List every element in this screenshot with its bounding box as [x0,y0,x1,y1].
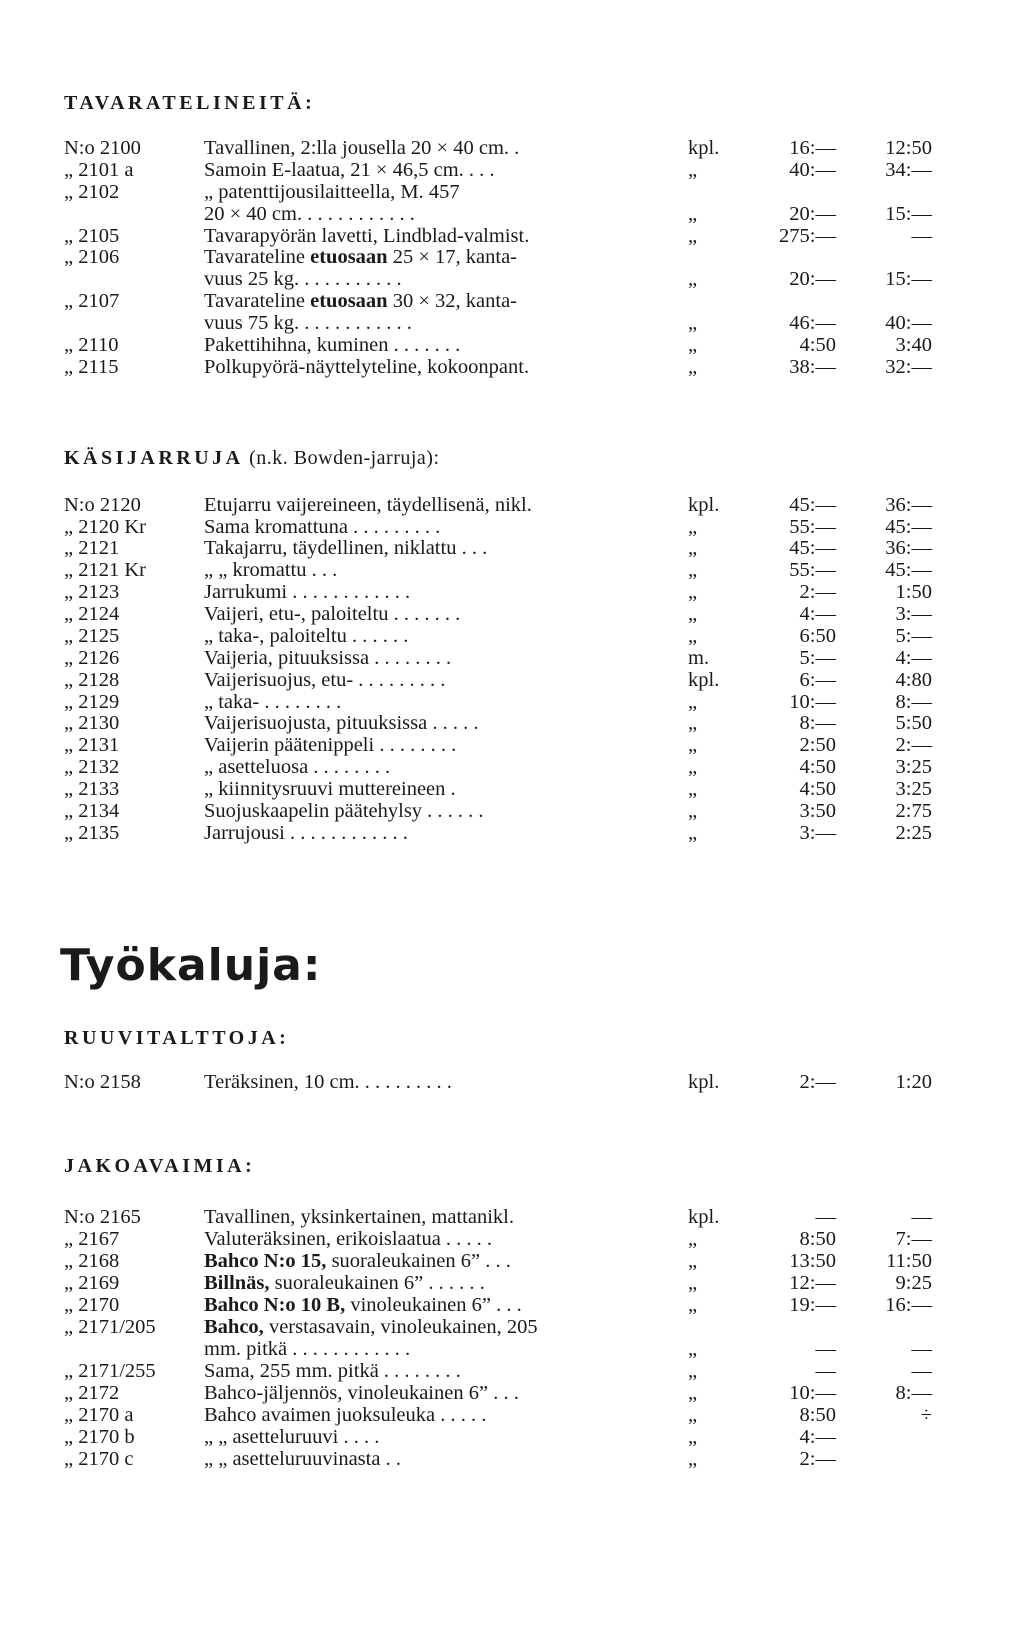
price-net: 2:75 [895,800,932,822]
item-number: „ 2169 [64,1272,120,1294]
unit-label: kpl. [688,494,720,516]
tools-title: Työkaluja: [60,940,322,991]
price-retail: 10:— [789,1382,836,1404]
item-description: Sama, 255 mm. pitkä . . . . . . . . [204,1360,461,1382]
item-number: „ 2133 [64,778,120,800]
price-retail: 13:50 [789,1250,836,1272]
price-net: 9:25 [895,1272,932,1294]
item-description: 20 × 40 cm. . . . . . . . . . . . [204,203,415,225]
item-number: „ 2170 b [64,1426,135,1448]
item-description [204,246,517,268]
item-description: Valuteräksinen, erikoislaatua . . . . . [204,1228,493,1250]
item-description: Bahco avaimen juoksuleuka . . . . . [204,1404,487,1426]
price-net: 3:25 [895,756,932,778]
item-description [204,1316,538,1338]
unit-label: „ [688,334,698,356]
bold-text: etuosaan [310,290,388,312]
price-net: 7:— [895,1228,932,1250]
catalog-row [0,559,1024,581]
price-net: 34:— [885,159,932,181]
plain-text: verstasavain, vinoleukainen, 205 [263,1316,538,1338]
price-retail: 4:— [799,603,836,625]
item-description: Tavallinen, 2:lla jousella 20 × 40 cm. . [204,137,520,159]
catalog-row [0,669,1024,691]
plain-text: 30 × 32, kanta- [387,290,517,312]
unit-label: „ [688,1294,698,1316]
catalog-row [0,691,1024,713]
price-net: 3:40 [895,334,932,356]
catalog-row [0,268,1024,290]
unit-label: „ [688,268,698,290]
unit-label: „ [688,625,698,647]
price-net: 3:25 [895,778,932,800]
item-description: Takajarru, täydellinen, niklattu . . . [204,537,488,559]
price-net: 15:— [885,203,932,225]
price-retail: 2:— [799,581,836,603]
plain-text: Tavarateline [204,246,311,268]
unit-label: „ [688,1360,698,1382]
bold-text: Bahco N:o 15, [204,1250,327,1272]
price-net: 3:— [895,603,932,625]
item-number: „ 2121 Kr [64,559,146,581]
price-retail: 5:— [799,647,836,669]
item-description: Vaijerisuojus, etu- . . . . . . . . . [204,669,446,691]
price-net: 15:— [885,268,932,290]
price-net: 45:— [885,559,932,581]
item-description: „ „ kromattu . . . [204,559,338,581]
unit-label: „ [688,1250,698,1272]
unit-label: „ [688,1448,698,1470]
plain-text: 25 × 17, kanta- [387,246,517,268]
price-retail: 38:— [789,356,836,378]
price-net: 32:— [885,356,932,378]
item-description: Pakettihihna, kuminen . . . . . . . [204,334,461,356]
section-heading [64,92,315,115]
price-net: 1:50 [895,581,932,603]
unit-label: „ [688,603,698,625]
item-number: N:o 2158 [64,1071,141,1093]
price-retail: 2:— [799,1071,836,1093]
plain-text: suoraleukainen 6” . . . . . . [269,1272,485,1294]
price-net: 36:— [885,494,932,516]
item-description: „ asetteluosa . . . . . . . . [204,756,391,778]
bold-text: Billnäs, [204,1272,270,1294]
item-number: N:o 2165 [64,1206,141,1228]
item-number: „ 2107 [64,290,120,312]
item-description: vuus 75 kg. . . . . . . . . . . . [204,312,412,334]
price-retail: 2:50 [799,734,836,756]
unit-label: „ [688,312,698,334]
price-net: 8:— [895,691,932,713]
item-description: Vaijerisuojusta, pituuksissa . . . . . [204,712,479,734]
catalog-row [0,1272,1024,1294]
price-net: 40:— [885,312,932,334]
price-net: 5:50 [895,712,932,734]
item-number: „ 2171/205 [64,1316,156,1338]
item-description: mm. pitkä . . . . . . . . . . . . [204,1338,411,1360]
price-retail: 19:— [789,1294,836,1316]
unit-label: „ [688,712,698,734]
price-net: 4:80 [895,669,932,691]
catalog-row [0,203,1024,225]
unit-label: „ [688,778,698,800]
catalog-row [0,159,1024,181]
catalog-row [0,246,1024,268]
item-number: „ 2115 [64,356,119,378]
bold-text: Bahco N:o 10 B, [204,1294,346,1316]
item-number: „ 2106 [64,246,120,268]
section-heading [64,447,440,470]
item-description: Sama kromattuna . . . . . . . . . [204,516,441,538]
plain-text: vinoleukainen 6” . . . [345,1294,522,1316]
catalog-row [0,1360,1024,1382]
price-net: 12:50 [885,137,932,159]
item-description: Tavarapyörän lavetti, Lindblad-valmist. [204,225,530,247]
unit-label: kpl. [688,1071,720,1093]
price-retail: 275:— [779,225,836,247]
item-number: „ 2170 [64,1294,120,1316]
catalog-row [0,1071,1024,1093]
catalog-row [0,1250,1024,1272]
price-retail: 12:— [789,1272,836,1294]
catalog-row [0,1382,1024,1404]
unit-label: „ [688,159,698,181]
unit-label: „ [688,356,698,378]
item-description: Bahco-jäljennös, vinoleukainen 6” . . . [204,1382,519,1404]
item-description: Tavallinen, yksinkertainen, mattanikl. [204,1206,514,1228]
catalog-row [0,734,1024,756]
section-heading-text: KÄSIJARRUJA [64,447,244,469]
catalog-row [0,581,1024,603]
item-number: „ 2129 [64,691,120,713]
price-retail: 4:50 [799,778,836,800]
catalog-row [0,800,1024,822]
price-retail: 55:— [789,559,836,581]
catalog-row [0,1404,1024,1426]
item-number: „ 2170 a [64,1404,134,1426]
item-description: Suojuskaapelin päätehylsy . . . . . . [204,800,484,822]
catalog-row [0,1448,1024,1470]
plain-text: suoraleukainen 6” . . . [326,1250,511,1272]
item-number: „ 2128 [64,669,120,691]
catalog-row [0,778,1024,800]
unit-label: kpl. [688,669,720,691]
item-description [204,1272,485,1294]
price-net: 4:— [895,647,932,669]
unit-label: m. [688,647,710,669]
section-heading-text: TAVARATELINEITÄ: [64,92,316,114]
price-retail: — [815,1338,836,1360]
price-retail: 6:— [799,669,836,691]
item-description: vuus 25 kg. . . . . . . . . . . [204,268,402,290]
catalog-row [0,712,1024,734]
catalog-row [0,290,1024,312]
catalog-row [0,537,1024,559]
price-retail: 2:— [799,1448,836,1470]
unit-label: „ [688,516,698,538]
price-net: 11:50 [886,1250,932,1272]
price-net: ÷ [920,1404,932,1426]
unit-label: „ [688,225,698,247]
item-description: „ taka-, paloiteltu . . . . . . [204,625,409,647]
item-description: Jarrukumi . . . . . . . . . . . . [204,581,411,603]
unit-label: „ [688,822,698,844]
item-description: Vaijeria, pituuksissa . . . . . . . . [204,647,452,669]
price-retail: 10:— [789,691,836,713]
price-net: — [911,1338,932,1360]
price-net: 16:— [885,1294,932,1316]
catalog-row [0,625,1024,647]
catalog-row [0,756,1024,778]
catalog-row [0,1294,1024,1316]
item-number: „ 2132 [64,756,120,778]
item-description: „ taka- . . . . . . . . [204,691,342,713]
price-net: 45:— [885,516,932,538]
price-retail: 16:— [789,137,836,159]
item-number: „ 2105 [64,225,120,247]
catalog-row [0,822,1024,844]
catalog-row [0,312,1024,334]
item-description: „ patenttijousilaitteella, M. 457 [204,181,460,203]
item-description: Vaijeri, etu-, paloiteltu . . . . . . . [204,603,461,625]
price-net: — [911,1206,932,1228]
price-net: 2:— [895,734,932,756]
item-number: N:o 2120 [64,494,141,516]
catalog-row [0,1426,1024,1448]
item-description: Vaijerin päätenippeli . . . . . . . . [204,734,457,756]
item-number: „ 2110 [64,334,119,356]
price-net: — [911,225,932,247]
unit-label: „ [688,537,698,559]
catalog-row [0,1338,1024,1360]
unit-label: „ [688,734,698,756]
catalog-row [0,1206,1024,1228]
item-number: „ 2125 [64,625,120,647]
price-retail: 4:50 [799,334,836,356]
item-number: N:o 2100 [64,137,141,159]
price-retail: 3:— [799,822,836,844]
unit-label: „ [688,1404,698,1426]
price-retail: 4:50 [799,756,836,778]
item-number: „ 2123 [64,581,120,603]
item-description: Samoin E-laatua, 21 × 46,5 cm. . . . [204,159,495,181]
catalog-row [0,334,1024,356]
price-retail: 55:— [789,516,836,538]
price-retail: 3:50 [799,800,836,822]
price-net: 8:— [895,1382,932,1404]
price-retail: 40:— [789,159,836,181]
bold-text: Bahco, [204,1316,264,1338]
catalog-row [0,137,1024,159]
plain-text: Tavarateline [204,290,311,312]
unit-label: „ [688,581,698,603]
price-net: 2:25 [895,822,932,844]
catalog-row [0,647,1024,669]
unit-label: „ [688,1426,698,1448]
item-description: „ kiinnitysruuvi muttereineen . [204,778,456,800]
unit-label: „ [688,203,698,225]
price-net: — [911,1360,932,1382]
item-description [204,290,517,312]
section-heading [64,1155,255,1178]
unit-label: „ [688,756,698,778]
item-number: „ 2102 [64,181,120,203]
catalog-row [0,516,1024,538]
price-retail: 46:— [789,312,836,334]
item-number: „ 2167 [64,1228,120,1250]
price-retail: — [815,1360,836,1382]
unit-label: „ [688,1228,698,1250]
catalog-row [0,225,1024,247]
price-net: 1:20 [895,1071,932,1093]
catalog-row [0,603,1024,625]
unit-label: kpl. [688,1206,720,1228]
section-heading [64,1027,289,1050]
price-retail: 8:— [799,712,836,734]
item-description: Teräksinen, 10 cm. . . . . . . . . . [204,1071,452,1093]
catalog-row [0,356,1024,378]
item-description [204,1250,511,1272]
item-description [204,1294,522,1316]
catalog-row [0,1316,1024,1338]
price-retail: 8:50 [799,1228,836,1250]
unit-label: „ [688,1382,698,1404]
price-retail: 20:— [789,268,836,290]
item-description: „ „ asetteluruuvi . . . . [204,1426,380,1448]
item-description: Etujarru vaijereineen, täydellisenä, nikl. [204,494,532,516]
price-net: 5:— [895,625,932,647]
item-number: „ 2171/255 [64,1360,156,1382]
price-retail: 4:— [799,1426,836,1448]
unit-label: „ [688,1272,698,1294]
item-number: „ 2135 [64,822,120,844]
price-retail: 45:— [789,537,836,559]
catalog-row [0,494,1024,516]
item-number: „ 2170 c [64,1448,134,1470]
unit-label: kpl. [688,137,720,159]
item-number: „ 2172 [64,1382,120,1404]
item-number: „ 2126 [64,647,120,669]
price-retail: 45:— [789,494,836,516]
item-number: „ 2168 [64,1250,120,1272]
unit-label: „ [688,1338,698,1360]
price-retail: 20:— [789,203,836,225]
section-heading-text: JAKOAVAIMIA: [64,1155,256,1177]
section-heading-text: RUUVITALTTOJA: [64,1027,290,1049]
price-retail: — [815,1206,836,1228]
price-net: 36:— [885,537,932,559]
section-heading-subtitle: (n.k. Bowden-jarruja): [243,447,440,469]
unit-label: „ [688,559,698,581]
item-description: Polkupyörä-näyttelyteline, kokoonpant. [204,356,530,378]
item-description: „ „ asetteluruuvinasta . . [204,1448,401,1470]
catalog-row [0,181,1024,203]
item-number: „ 2120 Kr [64,516,146,538]
item-number: „ 2101 a [64,159,134,181]
item-number: „ 2124 [64,603,120,625]
item-number: „ 2134 [64,800,120,822]
item-number: „ 2130 [64,712,120,734]
price-retail: 6:50 [799,625,836,647]
bold-text: etuosaan [310,246,388,268]
item-description: Jarrujousi . . . . . . . . . . . . [204,822,408,844]
catalog-row [0,1228,1024,1250]
item-number: „ 2121 [64,537,120,559]
unit-label: „ [688,800,698,822]
unit-label: „ [688,691,698,713]
item-number: „ 2131 [64,734,120,756]
price-retail: 8:50 [799,1404,836,1426]
